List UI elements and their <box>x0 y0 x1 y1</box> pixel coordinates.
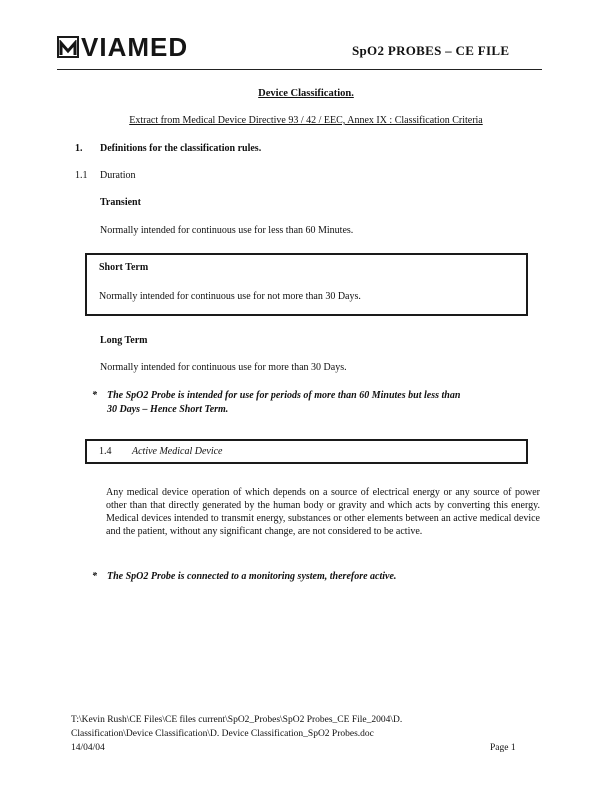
long-term-text: Normally intended for continuous use for more than 30 Days. <box>100 362 347 373</box>
viamed-logo <box>57 32 188 62</box>
header-divider <box>57 69 542 70</box>
footer-date: 14/04/04 <box>71 743 105 753</box>
short-term-box <box>85 253 528 316</box>
transient-text: Normally intended for continuous use for less than 60 Minutes. <box>100 225 354 236</box>
viamed-logo-mark-icon <box>57 36 79 58</box>
section-1-4-number: 1.4 <box>99 446 112 457</box>
active-device-definition: Any medical device operation of which depends on a source of electrical energy or any source of power other than that directly generated by the human body or gravity and which acts by converting this energy. Medical devices intended to transmit energy, substances or other elements between an active medical device and the patient, without any significant change, are not considered to be active. <box>106 487 540 537</box>
transient-label: Transient <box>100 197 141 208</box>
long-term-label: Long Term <box>100 335 148 346</box>
note-2-text: The SpO2 Probe is connected to a monitoring system, therefore active. <box>107 571 397 582</box>
section-1-1-heading: Duration <box>100 170 136 181</box>
active-device-box <box>85 439 528 464</box>
note-2-marker: * <box>92 571 97 582</box>
logo-text: VIAMED <box>81 32 189 62</box>
section-1-4-heading: Active Medical Device <box>132 446 223 457</box>
note-1-line-1: The SpO2 Probe is intended for use for periods of more than 60 Minutes but less than <box>107 390 461 401</box>
section-1-number: 1. <box>75 143 83 154</box>
short-term-text: Normally intended for continuous use for not more than 30 Days. <box>99 291 361 302</box>
footer-path-line-2: Classification\Device Classification\D. Device Classification_SpO2 Probes.doc <box>71 729 374 739</box>
section-1-heading: Definitions for the classification rules. <box>100 143 262 154</box>
page-subtitle: Extract from Medical Device Directive 93 / 42 / EEC, Annex IX : Classification Criteria <box>129 115 483 126</box>
note-1-marker: * <box>92 390 97 401</box>
note-1-line-2: 30 Days – Hence Short Term. <box>107 404 229 415</box>
page-title: Device Classification. <box>258 88 354 99</box>
footer-page-number: Page 1 <box>490 743 516 753</box>
header-doc-title: SpO2 PROBES – CE FILE <box>352 43 510 58</box>
short-term-label: Short Term <box>99 262 149 273</box>
section-1-1-number: 1.1 <box>75 170 88 181</box>
footer-path-line-1: T:\Kevin Rush\CE Files\CE files current\SpO2_Probes\SpO2 Probes_CE File_2004\D. <box>71 715 403 725</box>
